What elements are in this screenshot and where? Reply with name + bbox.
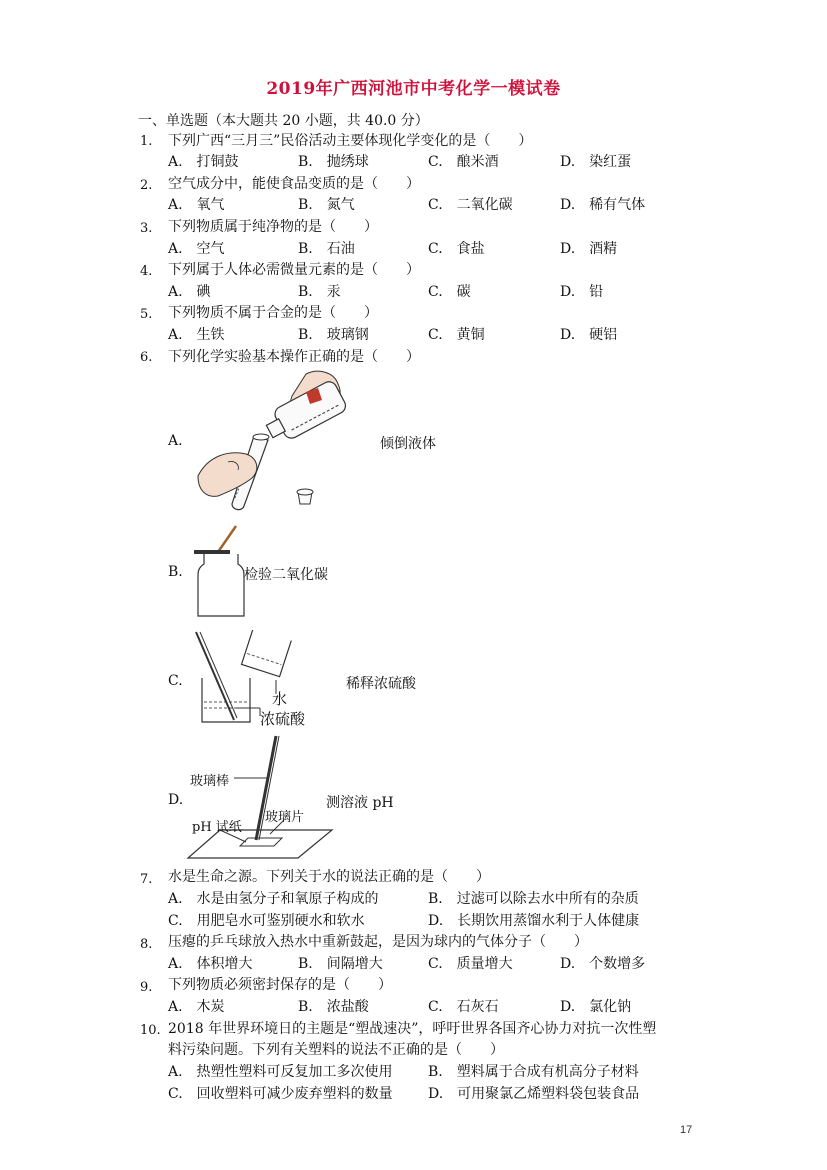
option-d: D. 染红蛋 — [560, 154, 632, 170]
option-d: D. 铅 — [560, 284, 604, 300]
section-heading: 一、单选题（本大题共 20 小题，共 40.0 分） — [138, 113, 429, 129]
question-stem: 2018 年世界环境日的主题是“塑战速决”，呼吁世界各国齐心协力对抗一次性塑 — [168, 1021, 657, 1037]
question-stem: 下列物质属于纯净物的是（ ） — [168, 219, 378, 235]
ph-test-figure — [186, 734, 336, 860]
question-number: 6. — [140, 350, 153, 365]
option-c: C. 食盐 — [428, 241, 485, 257]
question-stem: 空气成分中，能使食品变质的是（ ） — [168, 176, 420, 192]
option-a: A. 碘 — [168, 284, 211, 300]
option-b: B. 汞 — [298, 284, 341, 300]
question-number: 4. — [140, 264, 153, 279]
question-stem: 下列物质不属于合金的是（ ） — [168, 305, 378, 321]
option-a: A. 生铁 — [168, 327, 225, 343]
option-a: A. 体积增大 — [168, 956, 253, 972]
question-stem: 下列广西“三月三”民俗活动主要体现化学变化的是（ ） — [168, 133, 533, 149]
co2-test-figure — [192, 524, 252, 624]
option-d: D. 个数增多 — [560, 956, 646, 972]
option-a: A. 氧气 — [168, 197, 225, 213]
option-a: A. 木炭 — [168, 999, 225, 1015]
option-d-caption: 测溶液 pH — [326, 795, 394, 811]
acid-label: 浓硫酸 — [260, 710, 306, 728]
question-number: 2. — [140, 178, 153, 193]
option-b: B. 石油 — [298, 241, 355, 257]
option-a: A. 热塑性塑料可反复加工多次使用 — [168, 1064, 393, 1080]
option-c: C. 质量增大 — [428, 956, 513, 972]
question-number: 9. — [140, 980, 153, 995]
water-label: 水 — [272, 690, 288, 708]
option-d: D. 氯化钠 — [560, 999, 632, 1015]
option-d: D. 硬铝 — [560, 327, 618, 343]
option-b: B. 玻璃钢 — [298, 327, 369, 343]
plate-label: 玻璃片 — [265, 810, 305, 825]
option-b: B. 浓盐酸 — [298, 999, 369, 1015]
question-stem: 下列物质必须密封保存的是（ ） — [168, 977, 392, 993]
question-number: 5. — [140, 307, 153, 322]
page-number: 17 — [680, 1124, 693, 1136]
ph-paper-label: pH 试纸 — [192, 820, 242, 835]
option-a: A. 打铜鼓 — [168, 154, 239, 170]
option-c: C. 二氧化碳 — [428, 197, 513, 213]
question-stem: 下列化学实验基本操作正确的是（ ） — [168, 349, 420, 365]
pouring-liquid-figure — [188, 366, 358, 514]
option-d: D. 可用聚氯乙烯塑料袋包装食品 — [428, 1086, 640, 1102]
option-b-caption: 检验二氧化碳 — [244, 567, 328, 583]
question-number: 10. — [140, 1023, 161, 1038]
option-b: B. 间隔增大 — [298, 956, 383, 972]
question-number: 7. — [140, 872, 153, 887]
option-d: D. 酒精 — [560, 241, 618, 257]
option-b: B. 过滤可以除去水中所有的杂质 — [428, 891, 639, 907]
option-a: A. 水是由氢分子和氧原子构成的 — [168, 891, 379, 907]
option-d: D. 长期饮用蒸馏水利于人体健康 — [428, 913, 640, 929]
question-number: 8. — [140, 937, 153, 952]
question-number: 1. — [140, 134, 153, 149]
option-c: C. 碳 — [428, 284, 471, 300]
option-c: C. — [168, 673, 183, 689]
question-number: 3. — [140, 221, 153, 236]
option-c: C. 用肥皂水可鉴别硬水和软水 — [168, 913, 365, 929]
option-a: A. — [168, 433, 183, 449]
question-stem: 下列属于人体必需微量元素的是（ ） — [168, 262, 420, 278]
option-c: C. 黄铜 — [428, 327, 485, 343]
option-b: B. 抛绣球 — [298, 154, 369, 170]
option-d: D. — [168, 792, 184, 808]
option-a: A. 空气 — [168, 241, 225, 257]
option-c: C. 回收塑料可减少废弃塑料的数量 — [168, 1086, 393, 1102]
exam-title: 2019年广西河池市中考化学一模试卷 — [266, 79, 561, 99]
option-c: C. 石灰石 — [428, 999, 499, 1015]
option-c: C. 酿米酒 — [428, 154, 499, 170]
option-d: D. 稀有气体 — [560, 197, 646, 213]
rod-label: 玻璃棒 — [190, 774, 230, 789]
question-stem-line2: 料污染问题。下列有关塑料的说法不正确的是（ ） — [168, 1042, 504, 1058]
option-a-caption: 倾倒液体 — [380, 436, 436, 452]
option-b: B. — [168, 564, 183, 580]
option-b: B. 氮气 — [298, 197, 355, 213]
question-stem: 水是生命之源。下列关于水的说法正确的是（ ） — [168, 869, 490, 885]
option-c-caption: 稀释浓硫酸 — [346, 676, 416, 692]
option-b: B. 塑料属于合成有机高分子材料 — [428, 1064, 639, 1080]
question-stem: 压瘪的乒乓球放入热水中重新鼓起，是因为球内的气体分子（ ） — [168, 934, 588, 950]
